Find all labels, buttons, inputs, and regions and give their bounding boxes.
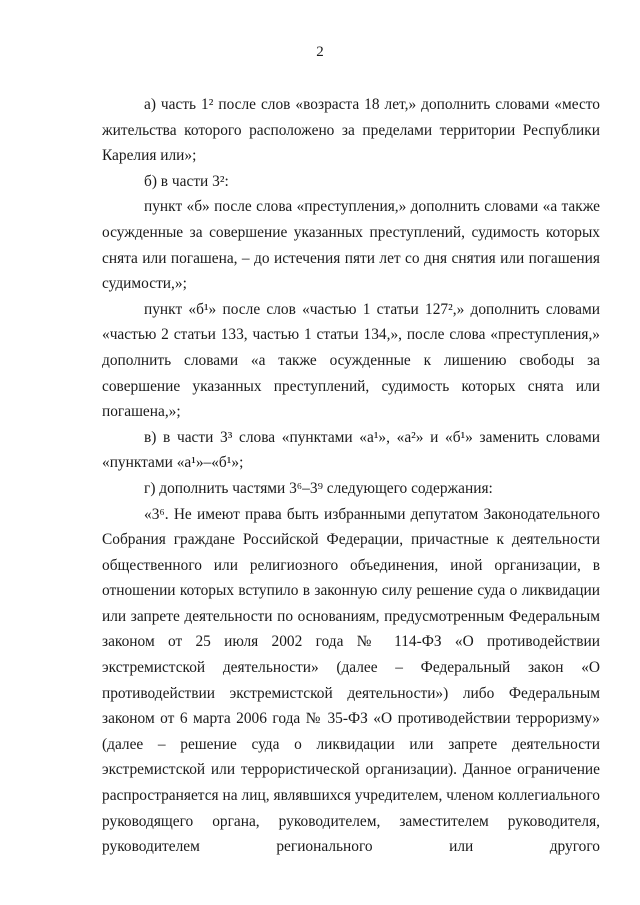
paragraph-b-point-b1: пункт «б¹» после слов «частью 1 статьи 127²,» дополнить словами «частью 2 статьи 133, частью 1 статьи 134,», после слова «преступления,» дополнить словами «а также осужденные к лишению свободы за совершение указанных преступлений, судимость которых снята или погашена,»; — [102, 300, 600, 421]
paragraph-g: г) дополнить частями 3⁶–3⁹ следующего содержания: — [144, 479, 493, 497]
paragraph-v: в) в части 3³ слова «пунктами «а¹», «а²» и «б¹» заменить словами «пунктами «а¹»–«б¹»; — [102, 428, 600, 472]
document-body — [102, 92, 600, 860]
paragraph-a: а) часть 1² после слов «возраста 18 лет,» дополнить словами «место жительства которого расположено за пределами территории Республики Карелия или»; — [102, 96, 600, 165]
paragraph-b-point-b: пункт «б» после слова «преступления,» дополнить словами «а также осужденные за совершение указанных преступлений, судимость которых снята или погашена, – до истечения пяти лет со дня снятия или погашения судимости,»; — [102, 198, 600, 293]
paragraph-b: б) в части 3²: — [144, 172, 229, 190]
paragraph-3-6: «3⁶. Не имеют права быть избранными депутатом Законодательного Собрания граждане Российской Федерации, причастные к деятельности общественного или религиозного объединения, иной организации, в отношении которых вступило в законную силу решение суда о ликвидации или запрете деятельности по основаниям, предусмотренным Федеральным законом от 25 июля 2002 года № 114-ФЗ «О противодействии экстремистской деятельности» (далее – Федеральный закон «О противодействии экстремистской деятельности») либо Федеральным законом от 6 марта 2006 года № 35-ФЗ «О противодействии терроризму» (далее – решение суда о ликвидации или запрете деятельности экстремистской или террористической организации). Данное ограничение распространяется на лиц, являвшихся учредителем, членом коллегиального руководящего органа, руководителем, заместителем руководителя, руководителем регионального или другого — [102, 505, 600, 856]
page-number: 2 — [316, 44, 324, 60]
